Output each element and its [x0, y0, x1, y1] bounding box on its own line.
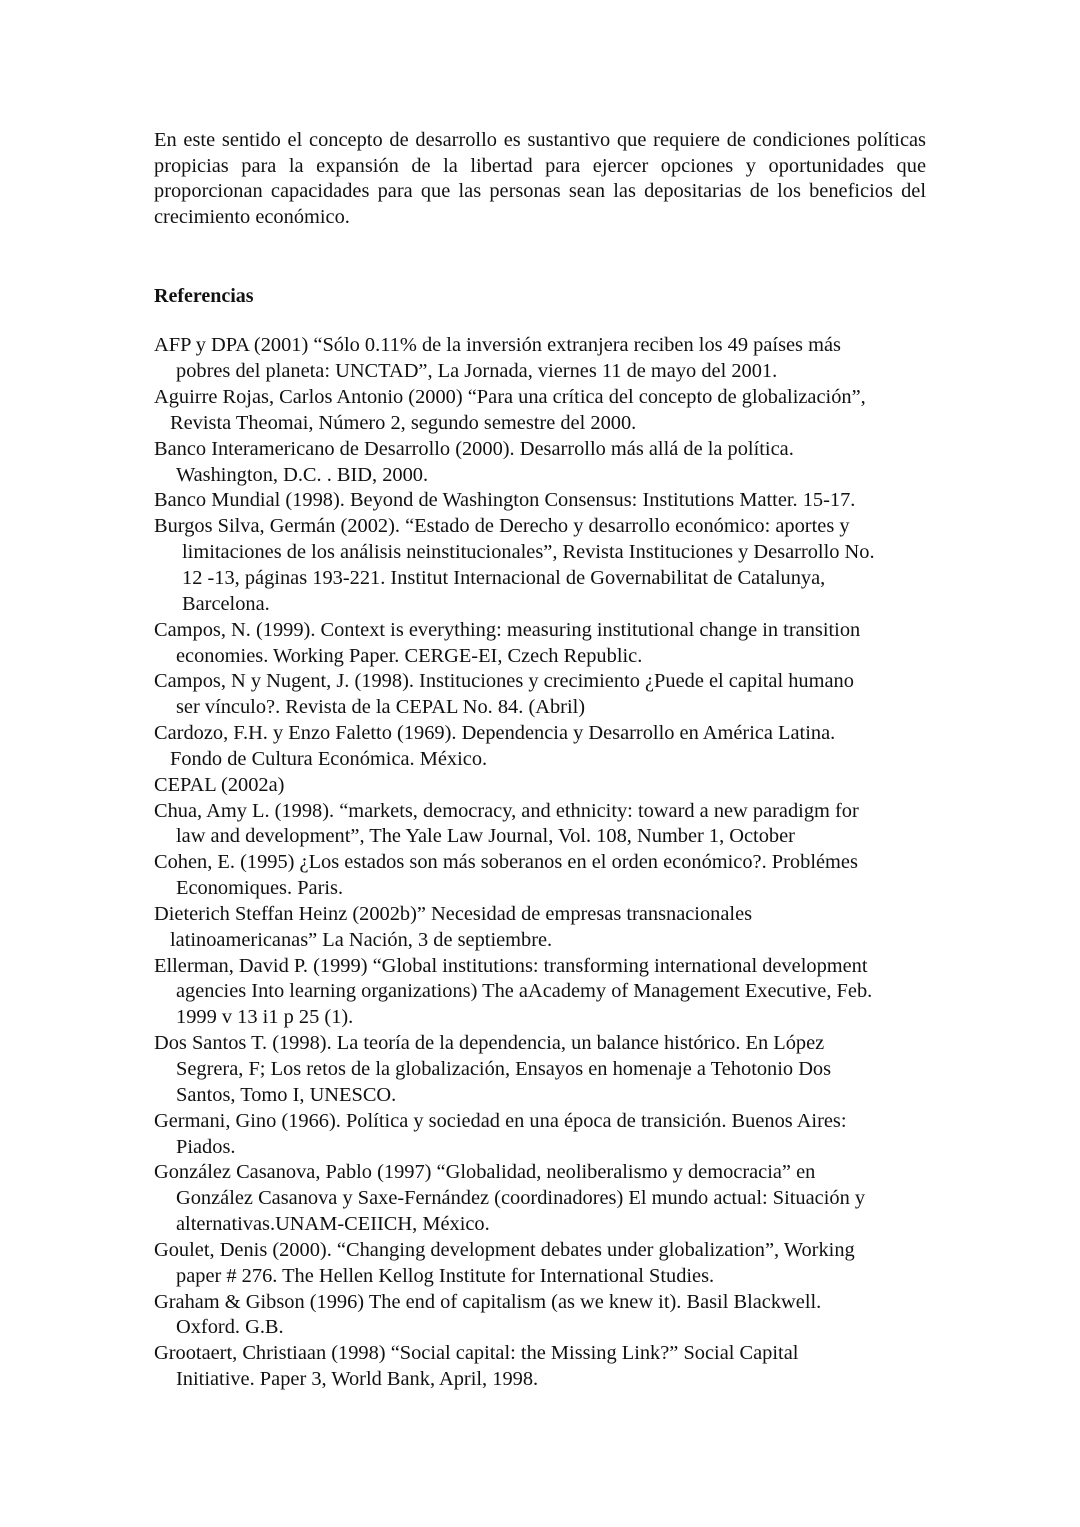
reference-line: Segrera, F; Los retos de la globalización, Ensayos en homenaje a Tehotonio Dos: [176, 1058, 832, 1080]
reference-line: González Casanova y Saxe-Fernández (coordinadores) El mundo actual: Situación y: [176, 1187, 866, 1210]
reference-line: Aguirre Rojas, Carlos Antonio (2000) “Para una crítica del concepto de globalización”,: [154, 386, 866, 409]
reference-entry: [154, 902, 926, 954]
reference-line: AFP y DPA (2001) “Sólo 0.11% de la inversión extranjera reciben los 49 países más: [154, 334, 841, 357]
reference-line: law and development”, The Yale Law Journal, Vol. 108, Number 1, October: [176, 825, 795, 848]
reference-entry: [154, 514, 926, 617]
reference-line: Cohen, E. (1995) ¿Los estados son más soberanos en el orden económico?. Problémes: [154, 851, 858, 874]
reference-line: Graham & Gibson (1996) The end of capitalism (as we knew it). Basil Blackwell.: [154, 1290, 822, 1313]
reference-entry: [154, 488, 926, 514]
reference-line: agencies Into learning organizations) The aAcademy of Management Executive, Feb.: [176, 980, 873, 1003]
reference-entry: [154, 1160, 926, 1238]
reference-entry: [154, 773, 926, 799]
reference-line: Campos, N. (1999). Context is everything: measuring institutional change in transition: [154, 618, 861, 641]
reference-entry: [154, 721, 926, 773]
reference-line: 12 -13, páginas 193-221. Institut Internacional de Governabilitat de Catalunya,: [182, 566, 826, 589]
reference-entry: [154, 333, 926, 385]
reference-line: Barcelona.: [182, 592, 270, 615]
reference-entry: [154, 618, 926, 670]
reference-line: Santos, Tomo I, UNESCO.: [176, 1083, 397, 1106]
reference-line: alternativas.UNAM-CEIICH, México.: [176, 1213, 490, 1236]
reference-line: paper # 276. The Hellen Kellog Institute for International Studies.: [176, 1264, 715, 1287]
reference-line: Cardozo, F.H. y Enzo Faletto (1969). Dependencia y Desarrollo en América Latina.: [154, 722, 836, 745]
reference-line: Oxford. G.B.: [176, 1316, 284, 1339]
reference-line: Initiative. Paper 3, World Bank, April, 1998.: [176, 1368, 539, 1391]
reference-line: limitaciones de los análisis neinstitucionales”, Revista Instituciones y Desarrollo No.: [182, 541, 875, 564]
references-heading: Referencias: [154, 285, 254, 308]
reference-line: Grootaert, Christiaan (1998) “Social capital: the Missing Link?” Social Capital: [154, 1342, 799, 1365]
reference-line: Piados.: [176, 1135, 236, 1158]
reference-line: González Casanova, Pablo (1997) “Globalidad, neoliberalismo y democracia” en: [154, 1161, 816, 1184]
reference-entry: [154, 669, 926, 721]
reference-line: Banco Interamericano de Desarrollo (2000). Desarrollo más allá de la política.: [154, 437, 794, 460]
reference-line: Burgos Silva, Germán (2002). “Estado de Derecho y desarrollo económico: aportes y: [154, 515, 850, 538]
reference-entry: [154, 799, 926, 851]
reference-line: Economiques. Paris.: [176, 877, 344, 900]
reference-line: Dieterich Steffan Heinz (2002b)” Necesidad de empresas transnacionales: [154, 902, 753, 925]
reference-line: ser vínculo?. Revista de la CEPAL No. 84. (Abril): [176, 696, 586, 719]
reference-entry: [154, 1290, 926, 1342]
reference-line: Dos Santos T. (1998). La teoría de la dependencia, un balance histórico. En López: [154, 1032, 825, 1055]
intro-paragraph: En este sentido el concepto de desarrollo es sustantivo que requiere de condiciones políticas propicias para la expansión de la libertad para ejercer opciones y oportunidades que proporcionan capacidades para que las personas sean las depositarias de los beneficios del crecimiento económico.: [154, 129, 926, 228]
reference-line: Goulet, Denis (2000). “Changing development debates under globalization”, Working: [154, 1238, 855, 1261]
reference-line: Germani, Gino (1966). Política y sociedad en una época de transición. Buenos Aires:: [154, 1109, 847, 1132]
reference-entry: [154, 437, 926, 489]
reference-line: pobres del planeta: UNCTAD”, La Jornada, viernes 11 de mayo del 2001.: [176, 360, 778, 383]
reference-entry: [154, 385, 926, 437]
reference-line: Chua, Amy L. (1998). “markets, democracy, and ethnicity: toward a new paradigm for: [154, 799, 859, 822]
reference-line: Revista Theomai, Número 2, segundo semestre del 2000.: [170, 411, 637, 434]
reference-line: Washington, D.C. . BID, 2000.: [176, 463, 429, 486]
reference-line: economies. Working Paper. CERGE-EI, Czech Republic.: [176, 644, 643, 667]
reference-line: Fondo de Cultura Económica. México.: [170, 747, 488, 770]
reference-entry: [154, 1238, 926, 1290]
reference-list: [154, 333, 926, 1393]
reference-entry: [154, 1109, 926, 1161]
reference-line: 1999 v 13 i1 p 25 (1).: [176, 1006, 354, 1029]
reference-entry: [154, 1031, 926, 1109]
reference-line: CEPAL (2002a): [154, 773, 285, 796]
reference-line: latinoamericanas” La Nación, 3 de septiembre.: [170, 928, 553, 951]
document-page: [154, 128, 926, 1393]
reference-line: Banco Mundial (1998). Beyond de Washington Consensus: Institutions Matter. 15-17.: [154, 489, 856, 512]
reference-entry: [154, 850, 926, 902]
reference-line: Campos, N y Nugent, J. (1998). Instituciones y crecimiento ¿Puede el capital humano: [154, 670, 854, 693]
reference-entry: [154, 1341, 926, 1393]
reference-entry: [154, 954, 926, 1032]
reference-line: Ellerman, David P. (1999) “Global institutions: transforming international development: [154, 954, 868, 977]
